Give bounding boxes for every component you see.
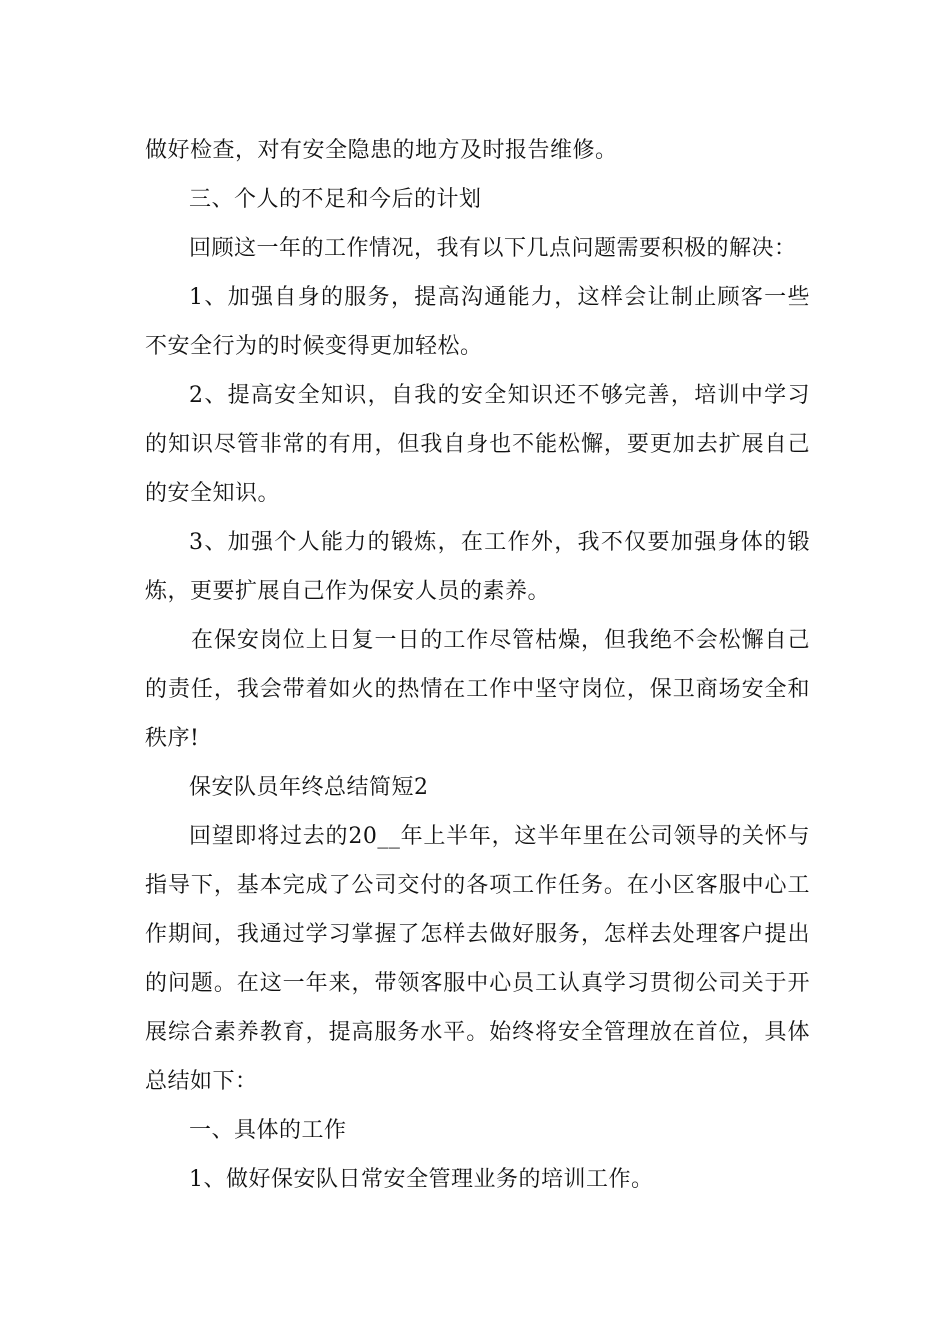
list-item-training: 1、做好保安队日常安全管理业务的培训工作。 xyxy=(189,1167,654,1192)
paragraph-review: 回顾这一年的工作情况，我有以下几点问题需要积极的解决： xyxy=(189,236,797,261)
paragraph-continuation: 做好检查，对有安全隐患的地方及时报告维修。 xyxy=(145,138,618,163)
paragraph-closing: 在保安岗位上日复一日的工作尽管枯燥，但我绝不会松懈自己的责任，我会带着如火的热情在工作中坚守岗位，保卫商场安全和秩序! xyxy=(145,628,810,751)
paragraph-intro-2: 回望即将过去的20__年上半年，这半年里在公司领导的关怀与指导下，基本完成了公司交付的各项工作任务。在小区客服中心工作期间，我通过学习掌握了怎样去做好服务，怎样去处理客户提出的问题。在这一年来，带领客服中心员工认真学习贯彻公司关于开展综合素养教育，提高服务水平。始终将安全管理放在首位，具体总结如下： xyxy=(145,824,810,1094)
list-item-3: 3、加强个人能力的锻炼，在工作外，我不仅要加强身体的锻炼，更要扩展自己作为保安人员的素养。 xyxy=(145,530,810,604)
article-title-2: 保安队员年终总结简短2 xyxy=(189,775,429,800)
list-item-1: 1、加强自身的服务，提高沟通能力，这样会让制止顾客一些不安全行为的时候变得更加轻松。 xyxy=(145,285,810,359)
list-item-2: 2、提高安全知识，自我的安全知识还不够完善，培训中学习的知识尽管非常的有用，但我自身也不能松懈，要更加去扩展自己的安全知识。 xyxy=(145,383,810,506)
section-heading-work: 一、具体的工作 xyxy=(189,1118,347,1143)
section-heading-shortcomings: 三、个人的不足和今后的计划 xyxy=(189,187,482,212)
document-body xyxy=(145,126,810,1204)
